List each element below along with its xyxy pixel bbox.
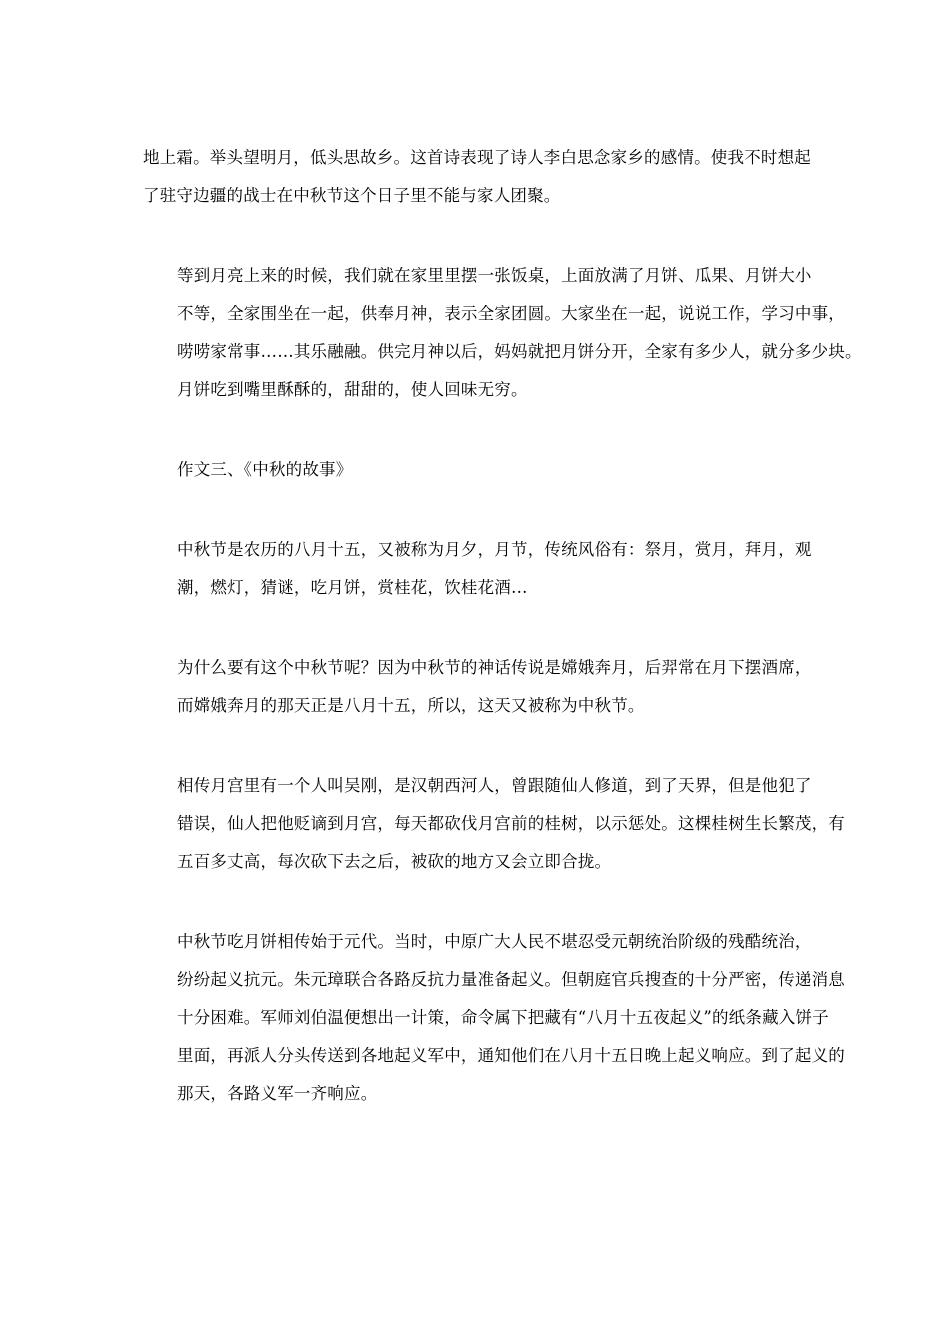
essay-heading — [143, 451, 808, 489]
text-line: 了驻守边疆的战士在中秋节这个日子里不能与家人团聚。 — [143, 186, 561, 205]
text-line: 五百多丈高，每次砍下去之后，被砍的地方又会立即合拢。 — [177, 852, 612, 871]
paragraph-mooncake-origin — [143, 923, 845, 1113]
text-line: 中秋节是农历的八月十五，又被称为月夕，月节，传统风俗有：祭月，赏月，拜月，观 — [177, 540, 812, 559]
text-line: 唠唠家常事……其乐融融。供完月神以后，妈妈就把月饼分开，全家有多少人，就分多少块。 — [177, 342, 862, 361]
text-line: 潮，燃灯，猜谜，吃月饼，赏桂花，饮桂花酒… — [177, 578, 528, 597]
text-line: 相传月宫里有一个人叫吴刚，是汉朝西河人，曾跟随仙人修道，到了天界，但是他犯了 — [177, 776, 812, 795]
text-line: 地上霜。举头望明月，低头思故乡。这首诗表现了诗人李白思念家乡的感情。使我不时想起 — [143, 148, 811, 167]
paragraph-change-legend — [143, 649, 812, 725]
text-line: 十分困难。军师刘伯温便想出一计策，命令属下把藏有“八月十五夜起义”的纸条藏入饼子 — [177, 1008, 829, 1027]
text-line: 中秋节吃月饼相传始于元代。当时，中原广大人民不堪忍受元朝统治阶级的残酷统治， — [177, 932, 812, 951]
text-line: 纷纷起义抗元。朱元璋联合各路反抗力量准备起义。但朝庭官兵搜查的十分严密，传递消息 — [177, 970, 845, 989]
text-line: 等到月亮上来的时候，我们就在家里里摆一张饭桌，上面放满了月饼、瓜果、月饼大小 — [177, 266, 812, 285]
paragraph-libai-poem — [143, 139, 811, 215]
paragraph-wugang-legend — [143, 767, 845, 881]
paragraph-family-reunion — [143, 257, 862, 409]
heading-text: 作文三、《中秋的故事》 — [177, 460, 353, 479]
text-line: 那天，各路义军一齐响应。 — [177, 1084, 378, 1103]
text-line: 里面，再派人分头传送到各地起义军中，通知他们在八月十五日晚上起义响应。到了起义的 — [177, 1046, 845, 1065]
text-line: 为什么要有这个中秋节呢？因为中秋节的神话传说是嫦娥奔月，后羿常在月下摆酒席， — [177, 658, 812, 677]
text-line: 错误，仙人把他贬谪到月宫，每天都砍伐月宫前的桂树，以示惩处。这棵桂树生长繁茂，有 — [177, 814, 845, 833]
text-line: 而嫦娥奔月的那天正是八月十五，所以，这天又被称为中秋节。 — [177, 696, 645, 715]
document-body — [143, 139, 862, 1113]
text-line: 月饼吃到嘴里酥酥的，甜甜的，使人回味无穷。 — [177, 380, 528, 399]
text-line: 不等，全家围坐在一起，供奉月神，表示全家团圆。大家坐在一起，说说工作，学习中事， — [177, 304, 845, 323]
paragraph-festival-customs — [143, 531, 812, 607]
